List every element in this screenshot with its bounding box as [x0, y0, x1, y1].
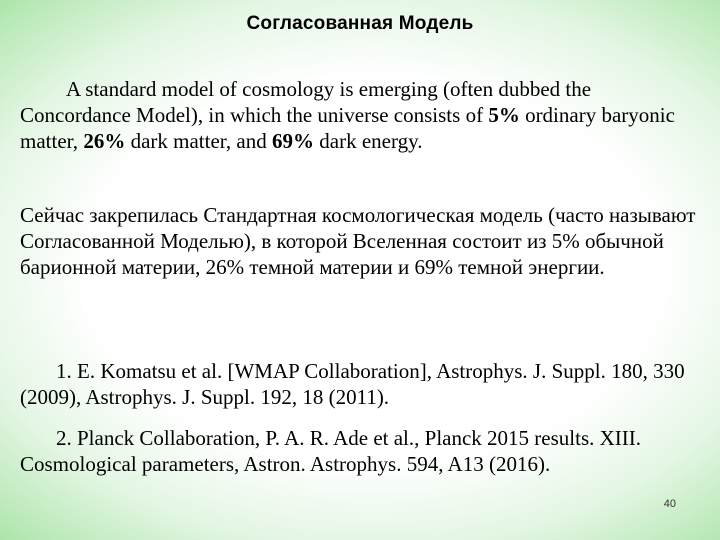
reference-2: 2. Planck Collaboration, P. A. R. Ade et al., Planck 2015 results. XIII. Cosmological parameters, Astron. Astrophys. 594, A13 (2016). [20, 426, 642, 476]
english-text-4: dark energy. [314, 129, 423, 153]
page-number: 40 [663, 498, 676, 510]
english-text-2: ordinary baryonic matter, [20, 103, 675, 153]
reference-1: 1. E. Komatsu et al. [WMAP Collaboration], Astrophys. J. Suppl. 180, 330 (2009), Astrophys. J. Suppl. 192, 18 (2011). [20, 359, 685, 409]
english-text-1: A standard model of cosmology is emerging (often dubbed the Concordance Model), in which the universe consists of [20, 77, 592, 127]
dark-matter-percent: 26% [83, 129, 126, 153]
english-text-3: dark matter, and [125, 129, 272, 153]
slide-title: Согласованная Модель [246, 13, 474, 34]
english-paragraph [20, 76, 706, 154]
dark-energy-percent: 69% [272, 129, 314, 153]
ordinary-matter-percent: 5% [488, 103, 520, 127]
russian-paragraph: Сейчас закрепилась Стандартная космологическая модель (часто называют Согласованной Моделью), в которой Вселенная состоит из 5% обычной барионной материи, 26% темной материи и 69% темной энергии. [20, 203, 696, 279]
